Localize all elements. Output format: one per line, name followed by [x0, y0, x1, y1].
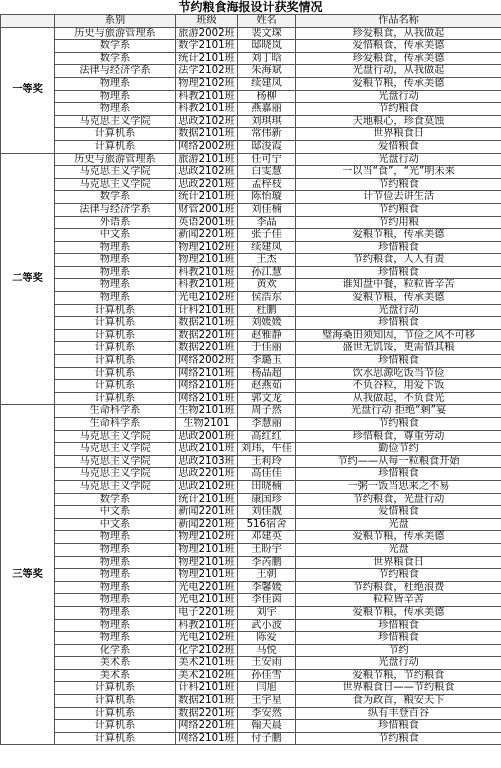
work-cell: 节约粮食	[296, 178, 501, 191]
table-row	[1, 543, 501, 556]
table-row	[1, 720, 501, 733]
table-row	[1, 304, 501, 317]
department-cell: 美术系	[55, 669, 176, 682]
class-cell: 财管2001班	[176, 203, 238, 216]
table-row	[1, 405, 501, 418]
name-cell: 黄欢	[238, 279, 296, 292]
class-cell: 光电2102班	[176, 292, 238, 305]
table-row	[1, 115, 501, 128]
class-cell: 数据2201班	[176, 329, 238, 342]
name-cell: 刘佳楠	[238, 203, 296, 216]
name-cell: 杨晶超	[238, 367, 296, 380]
department-cell: 物理系	[55, 581, 176, 594]
name-cell: 刘琪琪	[238, 115, 296, 128]
work-cell: 纵有丰登百谷	[296, 707, 501, 720]
table-row	[1, 266, 501, 279]
class-cell: 数据2101班	[176, 128, 238, 141]
department-cell: 生命科学系	[55, 418, 176, 431]
class-cell: 新闻2201班	[176, 229, 238, 242]
table-row	[1, 430, 501, 443]
work-cell: 粒粒皆辛苦	[296, 594, 501, 607]
table-row	[1, 40, 501, 53]
department-cell: 化学系	[55, 644, 176, 657]
class-cell: 新闻2201班	[176, 518, 238, 531]
class-cell: 旅游2101班	[176, 153, 238, 166]
work-cell: 光盘行动	[296, 90, 501, 103]
class-cell: 美术2101班	[176, 657, 238, 670]
name-cell: 516宿舍	[238, 518, 296, 531]
department-cell: 计算机系	[55, 367, 176, 380]
work-cell: 爱粮节粮，传承美德	[296, 292, 501, 305]
work-cell: 勤俭节约	[296, 443, 501, 456]
work-cell: 珍惜粮食	[296, 468, 501, 481]
class-cell: 数据2101班	[176, 317, 238, 330]
class-cell: 统计2101班	[176, 191, 238, 204]
work-cell: 谁知盘中餐，粒粒皆辛苦	[296, 279, 501, 292]
class-cell: 光电2102班	[176, 632, 238, 645]
table-row	[1, 518, 501, 531]
table-row	[1, 732, 501, 745]
work-cell: 节约	[296, 644, 501, 657]
table-row	[1, 682, 501, 695]
department-cell: 物理系	[55, 531, 176, 544]
table-row	[1, 65, 501, 78]
name-cell: 王杰	[238, 254, 296, 267]
department-cell: 物理系	[55, 241, 176, 254]
table-row	[1, 531, 501, 544]
table-row	[1, 329, 501, 342]
class-cell: 物理2101班	[176, 556, 238, 569]
department-cell: 物理系	[55, 254, 176, 267]
name-cell: 陈爱	[238, 632, 296, 645]
table-row	[1, 418, 501, 431]
work-cell: 一以当“食”，“光”明未来	[296, 166, 501, 179]
table-row	[1, 103, 501, 116]
name-cell: 田晓楠	[238, 480, 296, 493]
work-cell: 珍爱粮食，传承美德	[296, 52, 501, 65]
department-cell: 数学系	[55, 191, 176, 204]
department-cell: 计算机系	[55, 128, 176, 141]
work-cell: 盛世无饥馁，更需惜其粮	[296, 342, 501, 355]
department-cell: 计算机系	[55, 720, 176, 733]
award-header-cell	[1, 15, 55, 28]
name-cell: 陈怡璇	[238, 191, 296, 204]
work-cell: 光盘	[296, 518, 501, 531]
class-cell: 网络2201班	[176, 720, 238, 733]
name-header: 姓名	[238, 15, 296, 28]
name-cell: 李佳茵	[238, 594, 296, 607]
department-cell: 马克思主义学院	[55, 178, 176, 191]
work-cell: 珍惜粮食	[296, 241, 501, 254]
name-cell: 武小波	[238, 619, 296, 632]
name-cell: 续建凤	[238, 77, 296, 90]
department-cell: 计算机系	[55, 140, 176, 153]
name-cell: 侯浩东	[238, 292, 296, 305]
department-cell: 物理系	[55, 266, 176, 279]
table-row	[1, 254, 501, 267]
department-cell: 物理系	[55, 543, 176, 556]
table-row	[1, 367, 501, 380]
class-cell: 思政2102班	[176, 480, 238, 493]
class-cell: 光电2101班	[176, 594, 238, 607]
class-cell: 英语2001班	[176, 216, 238, 229]
work-cell: 爱粮节粮，传承美德	[296, 77, 501, 90]
class-cell: 旅游2002班	[176, 27, 238, 40]
department-cell: 计算机系	[55, 392, 176, 405]
work-cell: 不负谷粒，用爱下饭	[296, 380, 501, 393]
class-cell: 网络2101班	[176, 367, 238, 380]
name-cell: 周子然	[238, 405, 296, 418]
department-cell: 计算机系	[55, 380, 176, 393]
name-cell: 张子佳	[238, 229, 296, 242]
name-cell: 郭文龙	[238, 392, 296, 405]
table-row	[1, 380, 501, 393]
work-cell: 光盘行动	[296, 657, 501, 670]
name-cell: 邓建英	[238, 531, 296, 544]
table-row	[1, 279, 501, 292]
table-row	[1, 317, 501, 330]
table-row	[1, 480, 501, 493]
class-cell: 物理2101班	[176, 543, 238, 556]
table-row	[1, 556, 501, 569]
department-cell: 计算机系	[55, 695, 176, 708]
class-cell: 科教2101班	[176, 266, 238, 279]
class-cell: 数据2101班	[176, 695, 238, 708]
table-row	[1, 153, 501, 166]
name-cell: 李璐玉	[238, 355, 296, 368]
department-cell: 计算机系	[55, 355, 176, 368]
name-cell: 王安雨	[238, 657, 296, 670]
name-cell: 高佳佳	[238, 468, 296, 481]
work-cell: 光盘行动，从我做起	[296, 65, 501, 78]
table-row	[1, 191, 501, 204]
name-cell: 刘丁晗	[238, 52, 296, 65]
class-cell: 法学2102班	[176, 65, 238, 78]
name-cell: 王莉玲	[238, 455, 296, 468]
class-cell: 计科2101班	[176, 682, 238, 695]
department-cell: 物理系	[55, 606, 176, 619]
work-cell: 饮水思源吃饭当节俭	[296, 367, 501, 380]
class-cell: 科教2101班	[176, 619, 238, 632]
name-cell: 李安然	[238, 707, 296, 720]
name-cell: 刘玮，牛佳	[238, 443, 296, 456]
table-row	[1, 241, 501, 254]
department-cell: 中文系	[55, 506, 176, 519]
work-cell: 光盘行动 拒绝“剩”宴	[296, 405, 501, 418]
department-cell: 历史与旅游管理系	[55, 153, 176, 166]
table-row	[1, 669, 501, 682]
work-cell: 节约粮食，杜绝浪费	[296, 581, 501, 594]
table-row	[1, 606, 501, 619]
work-cell: 爱惜粮食	[296, 140, 501, 153]
name-cell: 杜鹏	[238, 304, 296, 317]
class-cell: 科教2101班	[176, 90, 238, 103]
class-cell: 思政2103班	[176, 455, 238, 468]
name-cell: 裴文琛	[238, 27, 296, 40]
table-row	[1, 707, 501, 720]
table-row	[1, 493, 501, 506]
table-row	[1, 27, 501, 40]
work-cell: 珍爱粮食，从我做起	[296, 27, 501, 40]
work-cell: 节约粮食，人人有责	[296, 254, 501, 267]
name-cell: 付子鹏	[238, 732, 296, 745]
department-header: 系别	[55, 15, 176, 28]
class-cell: 新闻2201班	[176, 506, 238, 519]
work-cell: 节约粮食	[296, 569, 501, 582]
name-cell: 赵雅静	[238, 329, 296, 342]
award-level-cell: 一等奖	[1, 27, 55, 153]
work-cell: 光盘行动	[296, 304, 501, 317]
name-cell: 李芮鹏	[238, 556, 296, 569]
class-cell: 思政2101班	[176, 443, 238, 456]
name-cell: 孙佳雪	[238, 669, 296, 682]
table-row	[1, 695, 501, 708]
table-row	[1, 455, 501, 468]
department-cell: 法律与经济学系	[55, 203, 176, 216]
work-cell: 珍惜粮食	[296, 317, 501, 330]
department-cell: 马克思主义学院	[55, 480, 176, 493]
class-cell: 思政2102班	[176, 115, 238, 128]
department-cell: 物理系	[55, 569, 176, 582]
name-cell: 李慧丽	[238, 418, 296, 431]
department-cell: 计算机系	[55, 329, 176, 342]
class-cell: 思政2001班	[176, 430, 238, 443]
table-row	[1, 619, 501, 632]
class-cell: 物理2102班	[176, 241, 238, 254]
department-cell: 生命科学系	[55, 405, 176, 418]
department-cell: 物理系	[55, 556, 176, 569]
work-cell: 珍惜粮食	[296, 619, 501, 632]
department-cell: 物理系	[55, 619, 176, 632]
department-cell: 数学系	[55, 40, 176, 53]
name-cell: 燕嘉丽	[238, 103, 296, 116]
work-cell: 爱粮节粮，传承美德	[296, 531, 501, 544]
class-cell: 美术2102班	[176, 669, 238, 682]
name-cell: 刘佳靓	[238, 506, 296, 519]
department-cell: 计算机系	[55, 682, 176, 695]
department-cell: 物理系	[55, 632, 176, 645]
name-cell: 康国珍	[238, 493, 296, 506]
department-cell: 马克思主义学院	[55, 443, 176, 456]
class-header: 班级	[176, 15, 238, 28]
work-cell: 节约粮食	[296, 103, 501, 116]
name-cell: 常伟新	[238, 128, 296, 141]
department-cell: 物理系	[55, 77, 176, 90]
department-cell: 中文系	[55, 229, 176, 242]
department-cell: 物理系	[55, 594, 176, 607]
work-cell: 节约用粮	[296, 216, 501, 229]
work-cell: 天地粮心，珍食莫蚀	[296, 115, 501, 128]
name-cell: 马悦	[238, 644, 296, 657]
table-row	[1, 90, 501, 103]
work-cell: 珍惜粮食	[296, 355, 501, 368]
sheet-title: 节约粮食海报设计获奖情况	[178, 0, 323, 14]
header-row	[1, 15, 501, 28]
work-cell: 珍惜粮食，尊重劳动	[296, 430, 501, 443]
work-cell: 爱惜粮食，传承美德	[296, 40, 501, 53]
awards-table	[0, 14, 501, 745]
name-cell: 翰天晨	[238, 720, 296, 733]
name-cell: 刘宇	[238, 606, 296, 619]
class-cell: 科教2101班	[176, 279, 238, 292]
class-cell: 网络2002班	[176, 355, 238, 368]
class-cell: 数学2101班	[176, 40, 238, 53]
table-row	[1, 140, 501, 153]
department-cell: 数学系	[55, 493, 176, 506]
department-cell: 计算机系	[55, 317, 176, 330]
department-cell: 马克思主义学院	[55, 468, 176, 481]
table-row	[1, 178, 501, 191]
name-cell: 白雯慧	[238, 166, 296, 179]
department-cell: 物理系	[55, 292, 176, 305]
department-cell: 计算机系	[55, 342, 176, 355]
name-cell: 闫旭	[238, 682, 296, 695]
department-cell: 马克思主义学院	[55, 115, 176, 128]
department-cell: 马克思主义学院	[55, 455, 176, 468]
class-cell: 统计2101班	[176, 493, 238, 506]
class-cell: 物理2101班	[176, 254, 238, 267]
class-cell: 电子2201班	[176, 606, 238, 619]
department-cell: 中文系	[55, 518, 176, 531]
table-row	[1, 77, 501, 90]
department-cell: 马克思主义学院	[55, 430, 176, 443]
table-row	[1, 443, 501, 456]
work-cell: 从我做起，不负食光	[296, 392, 501, 405]
table-row	[1, 128, 501, 141]
department-cell: 马克思主义学院	[55, 166, 176, 179]
table-row	[1, 342, 501, 355]
table-row	[1, 657, 501, 670]
class-cell: 数据2201班	[176, 342, 238, 355]
name-cell: 续建凤	[238, 241, 296, 254]
name-cell: 任可宁	[238, 153, 296, 166]
table-row	[1, 229, 501, 242]
class-cell: 网络2101班	[176, 392, 238, 405]
department-cell: 物理系	[55, 90, 176, 103]
class-cell: 网络2101班	[176, 732, 238, 745]
work-cell: 光盘	[296, 543, 501, 556]
table-row	[1, 644, 501, 657]
table-row	[1, 216, 501, 229]
work-cell: 节约——从每一粒粮食开始	[296, 455, 501, 468]
work-cell: 珍惜粮食	[296, 266, 501, 279]
work-cell: 食为政首，粮安天下	[296, 695, 501, 708]
class-cell: 思政2201班	[176, 468, 238, 481]
work-cell: 世界粮食日——节约粮食	[296, 682, 501, 695]
class-cell: 统计2101班	[176, 52, 238, 65]
work-cell: 计节俭去讲生活	[296, 191, 501, 204]
class-cell: 物理2101班	[176, 569, 238, 582]
class-cell: 网络2002班	[176, 140, 238, 153]
work-cell: 节约粮食，光盘行动	[296, 493, 501, 506]
class-cell: 生物2101班	[176, 405, 238, 418]
class-cell: 光电2201班	[176, 581, 238, 594]
work-cell: 光盘行动	[296, 153, 501, 166]
table-row	[1, 203, 501, 216]
table-row	[1, 632, 501, 645]
work-cell: 爱粮节粮，节约粮食	[296, 669, 501, 682]
class-cell: 数据2201班	[176, 707, 238, 720]
work-cell: 爱粮节粮，传承美德	[296, 606, 501, 619]
department-cell: 计算机系	[55, 304, 176, 317]
name-cell: 赵燕茹	[238, 380, 296, 393]
table-row	[1, 506, 501, 519]
department-cell: 数学系	[55, 52, 176, 65]
class-cell: 生物2101	[176, 418, 238, 431]
department-cell: 美术系	[55, 657, 176, 670]
class-cell: 科教2101班	[176, 103, 238, 116]
department-cell: 计算机系	[55, 707, 176, 720]
work-cell: 爱惜粮食	[296, 506, 501, 519]
department-cell: 外语系	[55, 216, 176, 229]
name-cell: 王朝	[238, 569, 296, 582]
work-cell: 世界粮食日	[296, 556, 501, 569]
work-cell: 一粥一饭当思来之不易	[296, 480, 501, 493]
name-cell: 孙江慧	[238, 266, 296, 279]
table-row	[1, 594, 501, 607]
class-cell: 网络2101班	[176, 380, 238, 393]
name-cell: 于佳丽	[238, 342, 296, 355]
table-row	[1, 392, 501, 405]
department-cell: 物理系	[55, 279, 176, 292]
department-cell: 计算机系	[55, 732, 176, 745]
work-cell: 爱粮节粮，传承美德	[296, 229, 501, 242]
class-cell: 物理2102班	[176, 77, 238, 90]
name-cell: 刘媛媛	[238, 317, 296, 330]
name-cell: 朱海斌	[238, 65, 296, 78]
table-row	[1, 166, 501, 179]
class-cell: 思政2102班	[176, 166, 238, 179]
name-cell: 李馨媛	[238, 581, 296, 594]
work-cell: 节约粮食	[296, 418, 501, 431]
name-cell: 王盼宇	[238, 543, 296, 556]
award-level-cell: 三等奖	[1, 405, 55, 745]
name-cell: 王宇星	[238, 695, 296, 708]
work-cell: 节约粮食	[296, 203, 501, 216]
department-cell: 物理系	[55, 103, 176, 116]
award-level-cell: 二等奖	[1, 153, 55, 405]
table-row	[1, 581, 501, 594]
work-header: 作品名称	[296, 15, 501, 28]
work-cell: 璧海桑田须知因，节俭之风不可移	[296, 329, 501, 342]
work-cell: 珍惜粮食	[296, 632, 501, 645]
department-cell: 历史与旅游管理系	[55, 27, 176, 40]
table-row	[1, 468, 501, 481]
table-row	[1, 569, 501, 582]
class-cell: 化学2102班	[176, 644, 238, 657]
work-cell: 珍惜粮食	[296, 720, 501, 733]
name-cell: 邸晓岚	[238, 40, 296, 53]
table-body	[1, 27, 501, 745]
table-row	[1, 292, 501, 305]
name-cell: 杨柳	[238, 90, 296, 103]
department-cell: 法律与经济学系	[55, 65, 176, 78]
name-cell: 孟梓枝	[238, 178, 296, 191]
class-cell: 计科2101班	[176, 304, 238, 317]
table-row	[1, 52, 501, 65]
class-cell: 思政2201班	[176, 178, 238, 191]
work-cell: 世界粮食日	[296, 128, 501, 141]
work-cell: 节约粮食	[296, 732, 501, 745]
name-cell: 高红红	[238, 430, 296, 443]
name-cell: 李晶	[238, 216, 296, 229]
table-row	[1, 355, 501, 368]
name-cell: 邸浚霞	[238, 140, 296, 153]
class-cell: 物理2102班	[176, 531, 238, 544]
